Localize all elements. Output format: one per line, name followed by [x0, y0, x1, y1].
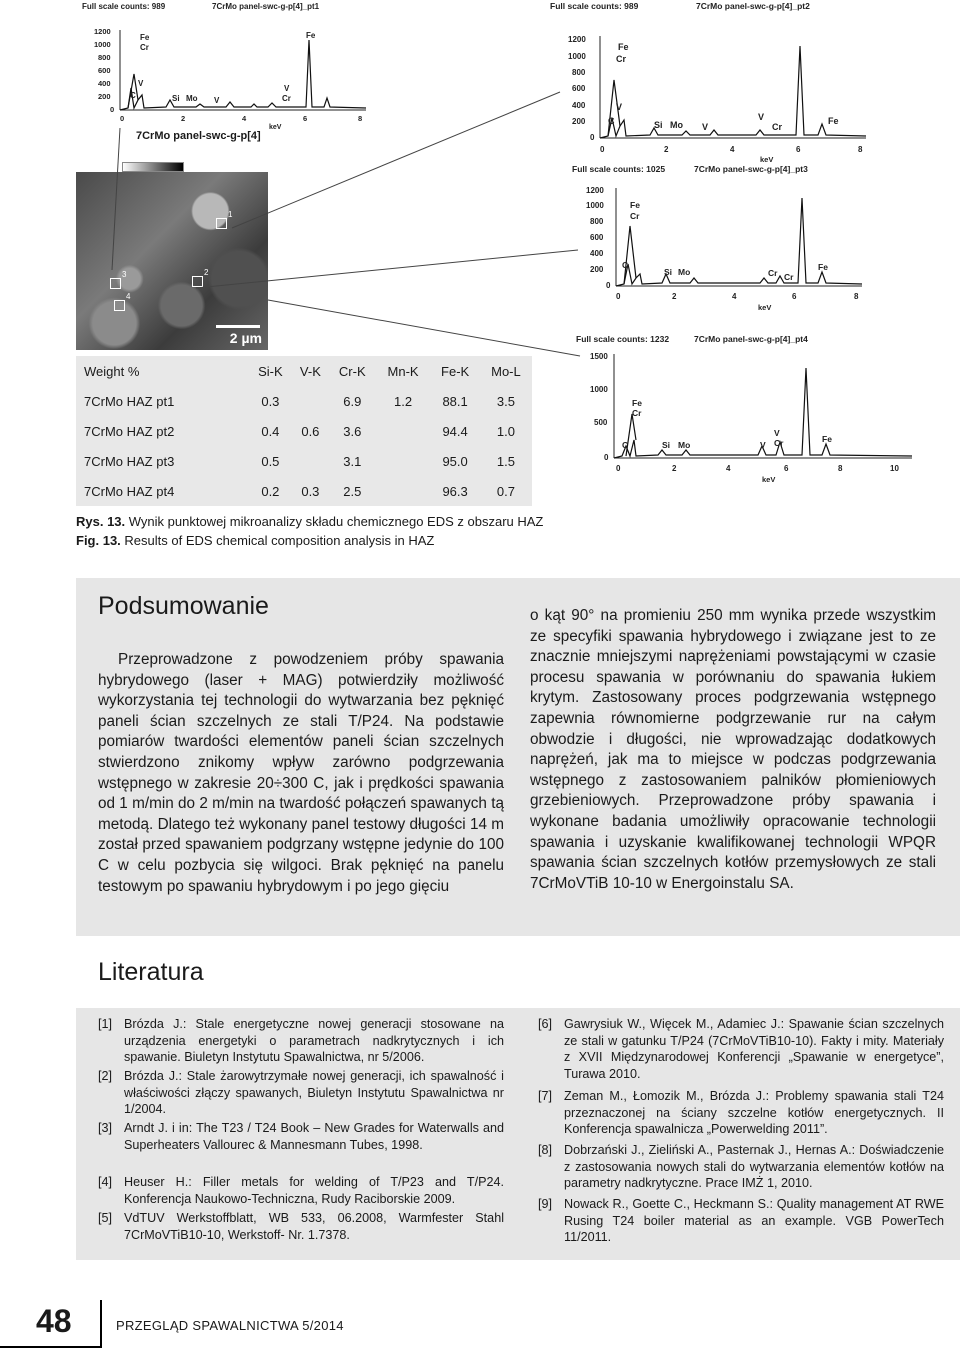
y-tick: 800 [590, 217, 604, 226]
column-header: Mn-K [387, 363, 419, 379]
reference-item [98, 1120, 504, 1170]
peak-label: Mo [678, 267, 691, 277]
reference-text: Zeman M., Łomozik M., Brózda J.: Problemy spawania stali T24 przeznaczonej na ściany szczelne kotłów energetycznych. II Konferencja spawalnicza „Powerwelding 2011”. [564, 1089, 944, 1136]
peak-label: V [214, 96, 220, 105]
sem-title: 7CrMo panel-swc-g-p[4] [136, 130, 261, 142]
x-tick: 6 [792, 292, 797, 301]
table-cell: 0.4 [261, 423, 280, 439]
peak-label: Fe [828, 116, 839, 126]
y-tick: 500 [594, 418, 608, 427]
reference-number: [6] [538, 1017, 553, 1031]
reference-number: [3] [98, 1121, 113, 1135]
peak-label: Cr [140, 43, 149, 52]
x-tick: 0 [120, 114, 125, 123]
y-tick: 600 [98, 66, 111, 75]
column-header: Cr-K [338, 363, 366, 379]
peak-label: V [284, 84, 290, 93]
table-row [76, 446, 532, 476]
peak-label: Si [664, 267, 673, 277]
reference-text: VdTUV Werkstoffblatt, WB 533, 06.2008, Warmfester Stahl 7CrMoVTiB10-10, Werkstoff- Nr. 1.7378. [124, 1211, 504, 1242]
reference-item [98, 1210, 504, 1244]
figure-caption-en [76, 533, 434, 548]
table-cell [376, 416, 431, 446]
x-axis-label: keV [762, 475, 776, 484]
connector-lines [0, 0, 960, 360]
x-tick: 0 [616, 292, 621, 301]
peak-label: V [758, 112, 765, 122]
reference-text: Nowack R., Goette C., Heckmann S.: Quality management AT RWE Rusing T24 boiler material as an example. VGB PowerTech 11/2011. [564, 1197, 944, 1244]
table-row [76, 386, 532, 416]
journal-name: PRZEGLĄD SPAWALNICTWA 5/2014 [116, 1318, 344, 1333]
table-cell [376, 476, 431, 506]
scale-label: 2 µm [229, 330, 262, 346]
reference-item [538, 1016, 944, 1084]
x-tick: 6 [796, 145, 801, 154]
measurement-point-label: 4 [126, 292, 131, 301]
peak-label: Cr [784, 272, 794, 282]
figure-caption-pl [76, 514, 543, 529]
table-cell: 0.2 [261, 483, 280, 499]
y-tick: 200 [98, 92, 111, 101]
y-tick: 200 [572, 117, 586, 126]
caption-label: Rys. 13. [76, 514, 126, 529]
x-tick: 8 [858, 145, 863, 154]
spectrum-header: Full scale counts: 1025 [572, 164, 666, 174]
y-tick: 1200 [586, 186, 604, 195]
reference-text: Brózda J.: Stale energetyczne nowej generacji stosowane na urządzenia energetyki o parametrach nadkrytycznych i ich spawanie. Biuletyn Instytutu Spawalnictwa, nr 5/2006. [124, 1017, 504, 1064]
table-cell [292, 386, 329, 416]
reference-number: [8] [538, 1143, 553, 1157]
reference-item [98, 1016, 504, 1066]
footer-divider-vertical [100, 1300, 102, 1348]
table-cell: 88.1 [442, 393, 468, 409]
caption-label: Fig. 13. [76, 533, 121, 548]
table-cell: 3.6 [343, 423, 362, 439]
page-number: 48 [36, 1303, 72, 1339]
table-cell: 0.3 [301, 483, 320, 499]
x-tick: 6 [784, 464, 789, 473]
table-cell [376, 446, 431, 476]
reference-item [538, 1196, 944, 1246]
column-header: Si-K [258, 363, 283, 379]
peak-label: Mo [186, 94, 198, 103]
table-row [76, 476, 532, 506]
y-tick: 200 [590, 265, 604, 274]
column-header: Mo-L [491, 363, 521, 379]
reference-text: Dobrzański J., Zieliński A., Pasternak J., Hernas A.: Doświadczenie z zastosowania nowych stali do wytwarzania elementów kotłów na parametry nadkrytyczne. Prace IMŻ 1, 2010. [564, 1143, 944, 1190]
y-tick: 0 [604, 453, 609, 462]
spectrum-panel: 7CrMo panel-swc-g-p[4]_pt2 [696, 1, 810, 11]
peak-label: Cr [282, 94, 291, 103]
peak-label: Mo [670, 120, 683, 130]
peak-label: V [138, 79, 144, 88]
peak-label: Fe [632, 398, 642, 408]
y-tick: 0 [606, 281, 611, 290]
x-tick: 2 [672, 464, 677, 473]
x-tick: 0 [616, 464, 621, 473]
peak-label: Cr [774, 438, 784, 448]
table-header-row [76, 356, 532, 386]
summary-column-2: o kąt 90° na promieniu 250 mm wynika przede wszystkim ze specyfiki spawania hybrydowego i związane jest to ze znacznie mniejszymi naprężeniami powstającymi w czasie procesu spawania w porównaniu do spawania łukiem krytym. Zastosowany proces podgrzewania wstępnego zapewnia równomierne podgrzewanie rur na całym obwodzie i długości, nie wprowadzając dodatkowych naprężeń, jak ma to miejsce w podczas podgrzewania wstępnego z zastosowaniem palników płomieniowych grzebieniowych. Przeprowadzone próby spawania i wykonane badania umożliwiły opracowanie technologii spawania i uzyskanie kwalifikowanej technologii WPQR spawania ścian szczelnych kotłów przemysłowych ze stali 7CrMoVTiB 10-10 w Energoinstalu SA. [530, 607, 936, 892]
table-cell [292, 446, 329, 476]
table-cell: 94.4 [442, 423, 468, 439]
column-header: Fe-K [441, 363, 470, 379]
peak-label: C [622, 260, 629, 270]
x-axis-label: keV [760, 155, 774, 164]
table-cell: 0.6 [301, 423, 320, 439]
peak-label: V [616, 102, 623, 112]
table-cell: 1.5 [496, 453, 515, 469]
table-cell: 7CrMo HAZ pt1 [84, 393, 175, 409]
x-tick: 4 [732, 292, 737, 301]
reference-item [538, 1088, 944, 1138]
x-tick: 8 [358, 114, 363, 123]
reference-item [538, 1142, 944, 1192]
peak-label: Fe [822, 434, 832, 444]
table-cell: 0.7 [496, 483, 515, 499]
peak-label: Cr [632, 408, 642, 418]
x-tick: 10 [890, 464, 899, 473]
table-cell: 7CrMo HAZ pt2 [84, 423, 175, 439]
peak-label: Fe [306, 31, 316, 40]
table-cell: 0.3 [261, 393, 280, 409]
y-tick: 600 [572, 84, 586, 93]
table-cell: 96.3 [442, 483, 468, 499]
measurement-point-label: 2 [204, 268, 209, 277]
y-tick: 1000 [94, 40, 111, 49]
column-header: V-K [299, 363, 321, 379]
peak-label: Cr [772, 122, 783, 132]
y-tick: 1000 [586, 201, 604, 210]
x-tick: 4 [726, 464, 731, 473]
peak-label: C [608, 116, 615, 126]
reference-text: Arndt J. i in: The T23 / T24 Book – New Grades for Waterwalls and Superheaters Vallourec & Mannesmann Tubes, 1998. [124, 1121, 504, 1152]
spectrum-header: Full scale counts: 1232 [576, 334, 670, 344]
reference-number: [4] [98, 1175, 113, 1189]
spectrum-header: Full scale counts: 989 [82, 2, 166, 11]
table-cell: 0.5 [261, 453, 280, 469]
y-tick: 400 [590, 249, 604, 258]
spectrum-header: Full scale counts: 989 [550, 1, 639, 11]
table-cell: 1.2 [394, 393, 413, 409]
peak-label: Si [662, 440, 671, 450]
y-tick: 400 [98, 79, 111, 88]
y-tick: 1000 [590, 385, 608, 394]
reference-number: [7] [538, 1089, 553, 1103]
x-tick: 6 [303, 114, 308, 123]
table-cell: 7CrMo HAZ pt4 [84, 483, 175, 499]
x-tick: 8 [838, 464, 843, 473]
x-axis-label: keV [758, 303, 772, 310]
y-tick: 400 [572, 101, 586, 110]
table-cell: 6.9 [343, 393, 362, 409]
table-cell: 95.0 [442, 453, 468, 469]
y-tick: 800 [572, 68, 586, 77]
table-cell: 1.0 [496, 423, 515, 439]
x-tick: 4 [242, 114, 247, 123]
x-tick: 2 [181, 114, 186, 123]
reference-text: Brózda J.: Stale żarowytrzymałe nowej generacji, ich spawalność i właściwości złączy spawanych, Biuletyn Instytutu Spawalnictwa nr 1/2004. [124, 1069, 504, 1116]
peak-label: Mo [678, 440, 691, 450]
reference-text: Heuser H.: Filler metals for welding of T/P23 and T/P24. Konferencja Naukowo-Techniczna, Rudy Raciborskie 2009. [124, 1175, 504, 1206]
peak-label: Fe [630, 200, 640, 210]
spectrum-panel: 7CrMo panel-swc-g-p[4]_pt3 [694, 164, 808, 174]
peak-label: C [130, 91, 136, 100]
table-cell: 3.5 [496, 393, 515, 409]
y-tick: 1000 [568, 52, 586, 61]
section-title-literature: Literatura [98, 958, 204, 986]
column-header: Weight % [84, 363, 140, 379]
peak-label: Fe [140, 33, 150, 42]
spectrum-panel: 7CrMo panel-swc-g-p[4]_pt4 [694, 334, 808, 344]
reference-number: [5] [98, 1211, 113, 1225]
peak-label: Fe [618, 42, 629, 52]
section-title-summary: Podsumowanie [98, 592, 269, 620]
x-tick: 0 [600, 145, 605, 154]
peak-label: Fe [818, 262, 828, 272]
peak-label: Cr [768, 268, 778, 278]
table-cell: 2.5 [343, 483, 362, 499]
reference-item [98, 1068, 504, 1118]
peak-label: Cr [616, 54, 627, 64]
y-tick: 800 [98, 53, 111, 62]
x-axis-label: keV [269, 124, 282, 130]
y-tick: 1200 [568, 35, 586, 44]
reference-text: Gawrysiuk W., Więcek M., Adamiec J.: Spawanie ścian szczelnych ze stali w gatunku T/P24 (7CrMoVTiB10-10). Fakty i mity. Materiały z XVII Międzynarodowej Konferencji „Spawanie w energetyce”, Turawa 2010. [564, 1017, 944, 1081]
reference-number: [1] [98, 1017, 113, 1031]
eds-composition-table [76, 356, 532, 506]
reference-item [98, 1174, 504, 1208]
peak-label: V [774, 428, 780, 438]
measurement-point-label: 3 [122, 270, 127, 279]
table-row [76, 416, 532, 446]
reference-number: [9] [538, 1197, 553, 1211]
y-tick: 0 [110, 105, 115, 114]
table-cell: 3.1 [343, 453, 362, 469]
summary-column-1: Przeprowadzone z powodzeniem próby spawania hybrydowego (laser + MAG) potwierdziły możliwość wykorzystania tej technologii do wytwarzania bez pęknięć paneli ścian szczelnych ze stali T/P24. Na podstawie pomiarów twardości elementów paneli ścian szczelnych stwierdzono znikomy wpływ zarówno podgrzewania wstępnego w zakresie 20÷300 C, jak i prędkości spawania od 1 m/min do 2 m/min na twardość połączeń spawanych tą metodą. Dlatego też wykonany panel testowy długości 14 m został przed spawaniem podgrzany wstępne jedynie do 100 C w celu pozbycia się wilgoci. Brak pęknięć na panelu testowym po spawaniu hybrydowym i po jego gięciu [98, 651, 504, 895]
spectrum-panel: 7CrMo panel-swc-g-p[4]_pt1 [212, 2, 320, 11]
x-tick: 4 [730, 145, 735, 154]
peak-label: Cr [630, 211, 640, 221]
x-tick: 8 [854, 292, 859, 301]
peak-label: V [702, 122, 709, 132]
caption-text: Results of EDS chemical composition analysis in HAZ [120, 533, 435, 548]
y-tick: 1500 [590, 352, 608, 361]
peak-label: C [622, 440, 629, 450]
x-tick: 2 [672, 292, 677, 301]
x-tick: 2 [664, 145, 669, 154]
y-tick: 1200 [94, 27, 111, 36]
footer-divider [0, 1346, 100, 1348]
measurement-point-label: 1 [228, 210, 233, 219]
peak-label: Si [654, 120, 663, 130]
reference-number: [2] [98, 1069, 113, 1083]
peak-label: Si [172, 94, 180, 103]
caption-text: Wynik punktowej mikroanalizy składu chemicznego EDS z obszaru HAZ [125, 514, 544, 529]
table-cell: 7CrMo HAZ pt3 [84, 453, 175, 469]
y-tick: 600 [590, 233, 604, 242]
y-tick: 0 [590, 133, 595, 142]
peak-label: V [760, 440, 766, 450]
